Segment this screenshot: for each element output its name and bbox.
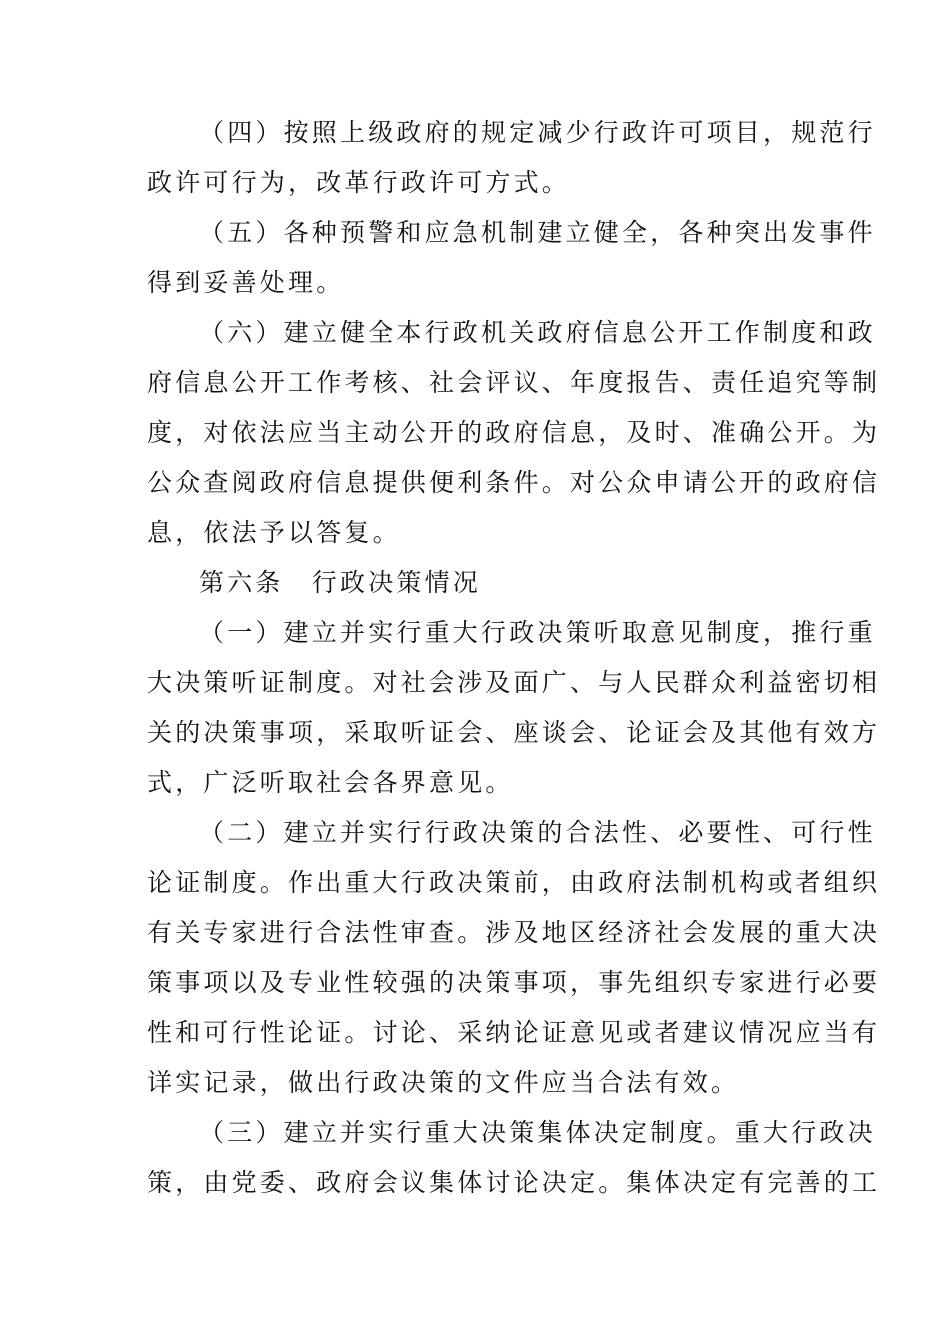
- text-line: 度，对依法应当主动公开的政府信息，及时、准确公开。为: [147, 418, 881, 447]
- text-line: 性和可行性论证。讨论、采纳论证意见或者建议情况应当有: [147, 1018, 881, 1047]
- text-line: 有关专家进行合法性审查。涉及地区经济社会发展的重大决: [147, 918, 881, 947]
- text-line: （一）建立并实行重大行政决策听取意见制度，推行重: [199, 618, 876, 647]
- text-line: 关的决策事项，采取听证会、座谈会、论证会及其他有效方: [147, 718, 881, 747]
- section-heading: 第六条 行政决策情况: [199, 568, 482, 597]
- text-line: 公众查阅政府信息提供便利条件。对公众申请公开的政府信: [147, 468, 881, 497]
- text-line: （二）建立并实行行政决策的合法性、必要性、可行性: [199, 818, 876, 847]
- text-line: 府信息公开工作考核、社会评议、年度报告、责任追究等制: [147, 368, 881, 397]
- text-line: 策事项以及专业性较强的决策事项，事先组织专家进行必要: [147, 968, 881, 997]
- text-line: 大决策听证制度。对社会涉及面广、与人民群众利益密切相: [147, 668, 881, 697]
- document-body: [147, 108, 881, 1208]
- text-line: （六）建立健全本行政机关政府信息公开工作制度和政: [199, 318, 876, 347]
- text-line: 得到妥善处理。: [147, 268, 345, 297]
- text-line: （五）各种预警和应急机制建立健全，各种突出发事件: [199, 218, 876, 247]
- text-line: 式，广泛听取社会各界意见。: [147, 768, 514, 797]
- text-line: （三）建立并实行重大决策集体决定制度。重大行政决: [199, 1118, 876, 1147]
- text-line: 策，由党委、政府会议集体讨论决定。集体决定有完善的工: [147, 1168, 881, 1197]
- text-line: 论证制度。作出重大行政决策前，由政府法制机构或者组织: [147, 868, 881, 897]
- text-line: 息，依法予以答复。: [147, 518, 401, 547]
- text-line: （四）按照上级政府的规定减少行政许可项目，规范行: [199, 118, 876, 147]
- text-line: 政许可行为，改革行政许可方式。: [147, 168, 571, 197]
- text-line: 详实记录，做出行政决策的文件应当合法有效。: [147, 1068, 740, 1097]
